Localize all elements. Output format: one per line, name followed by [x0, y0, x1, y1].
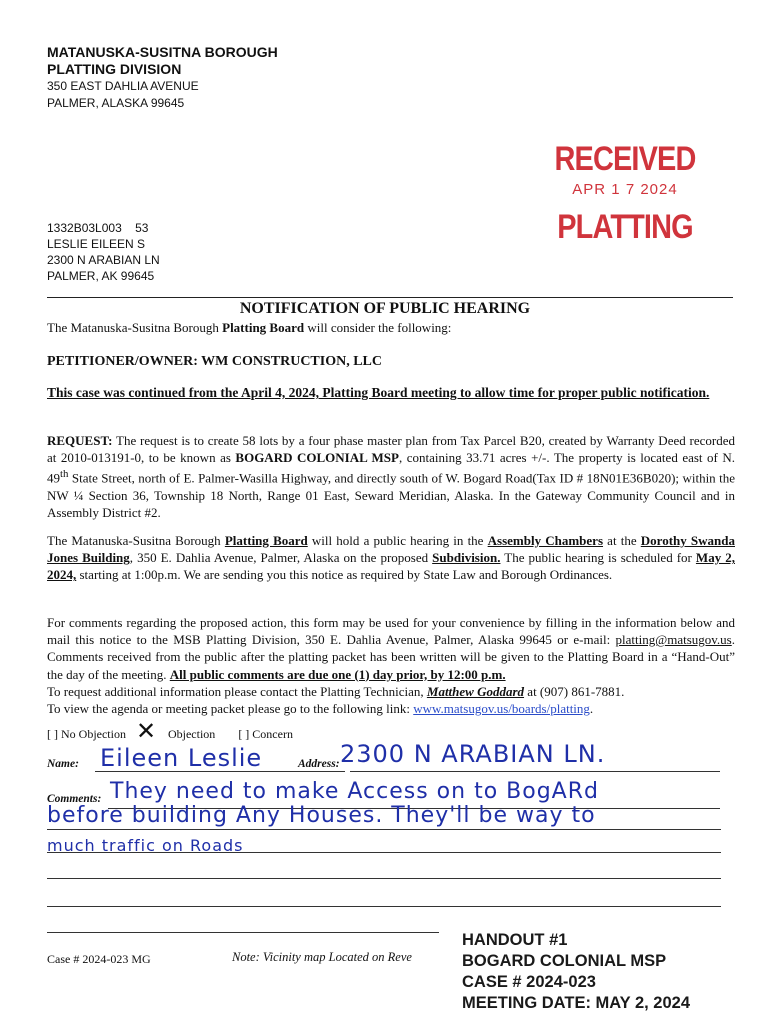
hearing-paragraph: The Matanuska-Susitna Borough Platting Board will hold a public hearing in the Assembly Chambers at the Dorothy Swanda Jones Building, 350 E. Dahlia Avenue, Palmer, Alaska on the proposed Subdivision. The public hearing is scheduled for May 2, 2024, starting at 1:00p.m. We are sending you this notice as required by State Law and Borough Ordinances. [47, 533, 735, 583]
platting-board-bold: Platting Board [222, 320, 305, 335]
name-field[interactable]: Eileen Leslie [100, 744, 263, 772]
letterhead [47, 44, 278, 112]
platting-link[interactable]: www.matsugov.us/boards/platting [413, 701, 590, 717]
comment-text-3[interactable]: much traffic on Roads [47, 836, 244, 855]
recipient-name: LESLIE EILEEN S [47, 237, 146, 251]
handout-subdivision: BOGARD COLONIAL MSP [462, 952, 667, 970]
comment-text-1[interactable]: They need to make Access on to BogARd [110, 779, 599, 804]
comments-instructions: For comments regarding the proposed action, this form may be used for your convenience by filling in the information below and mail this notice to the MSB Platting Division, 350 E. Dahlia Avenue, Palmer, Alaska 99645 or e-mail: platting@matsugov.us. Comments received from the public after the platting packet has been written will be given to the Platting Board in a “Hand-Out” the day of the meeting. All public comments are due one (1) day prior, by 12:00 p.m. To request additional information please contact the Platting Technician, Matthew Goddard at (907) 861-7881. To view the agenda or meeting packet please go to the following link: www.matsugov.us/boards/platting. [47, 615, 735, 717]
division-city: PALMER, ALASKA 99645 [47, 96, 185, 110]
objection-options [47, 717, 303, 745]
vicinity-note: Note: Vicinity map Located on Reve [232, 950, 412, 964]
request-paragraph: REQUEST: The request is to create 58 lots by a four phase master plan from Tax Parcel B20, created by Warranty Deed recorded at 2010-013191-0, to be known as BOGARD COLONIAL MSP, containing 33.71 acres +/-. The property is located east of N. 49th State Street, north of E. Palmer-Wasilla Highway, and directly south of W. Bogard Road(Tax ID # 18N01E36B020); within the NW ¼ Section 36, Township 18 North, Range 01 East, Seward Meridian, Alaska. In the Gateway Community Council and in Assembly District #2. [47, 433, 735, 521]
comment-text-2[interactable]: before building Any Houses. They'll be way to [47, 803, 596, 828]
received-stamp [540, 140, 710, 247]
objection-x-mark: ✕ [135, 717, 157, 745]
comment-line-5 [47, 906, 721, 907]
continuation-notice: This case was continued from the April 4, 2024, Platting Board meeting to allow time for proper public notification. [47, 385, 710, 400]
top-divider [47, 297, 733, 298]
handout-number: HANDOUT #1 [462, 931, 568, 949]
handout-label [462, 930, 690, 1014]
comment-line-4 [47, 878, 721, 879]
subdivision-name: BOGARD COLONIAL MSP [235, 450, 399, 466]
stamp-platting: PLATTING [557, 208, 693, 246]
case-number-footer: Case # 2024-023 MG [47, 952, 151, 966]
parcel-number: 1332B03L003 53 [47, 221, 149, 235]
recipient-address [47, 220, 160, 284]
request-label: REQUEST: [47, 433, 113, 448]
stamp-date: APR 1 7 2024 [572, 181, 678, 198]
deadline-text: All public comments are due one (1) day prior, by 12:00 p.m. [169, 666, 506, 682]
comment-line-2 [47, 829, 721, 830]
objection-checkbox[interactable]: ✕ Objection [135, 717, 216, 745]
concern-checkbox[interactable]: [ ] Concern [238, 727, 293, 741]
comments-label: Comments: [47, 793, 102, 805]
handout-meeting-date: MEETING DATE: MAY 2, 2024 [462, 994, 691, 1012]
handout-case: CASE # 2024-023 [462, 973, 596, 991]
no-objection-checkbox[interactable]: [ ] No Objection [47, 727, 126, 741]
name-label: Name: [47, 758, 79, 770]
borough-name: MATANUSKA-SUSITNA BOROUGH [47, 44, 278, 60]
address-label: Address: [298, 758, 340, 770]
bottom-divider [47, 932, 439, 933]
email-link[interactable]: platting@matsugov.us [615, 632, 732, 648]
recipient-city: PALMER, AK 99645 [47, 269, 155, 283]
stamp-received: RECEIVED [554, 140, 696, 178]
technician-name: Matthew Goddard [426, 683, 525, 699]
hearing-date: May 2, 2024, [47, 550, 735, 583]
petitioner-owner: PETITIONER/OWNER: WM CONSTRUCTION, LLC [47, 354, 383, 369]
address-field[interactable]: 2300 N ARABIAN LN. [340, 740, 606, 768]
notice-title: NOTIFICATION OF PUBLIC HEARING [239, 300, 531, 317]
division-street: 350 EAST DAHLIA AVENUE [47, 79, 199, 93]
notice-intro: The Matanuska-Susitna Borough Platting Board will consider the following: [47, 320, 452, 335]
recipient-street: 2300 N ARABIAN LN [47, 253, 160, 267]
address-field-line [350, 771, 720, 772]
division-name: PLATTING DIVISION [47, 61, 182, 77]
